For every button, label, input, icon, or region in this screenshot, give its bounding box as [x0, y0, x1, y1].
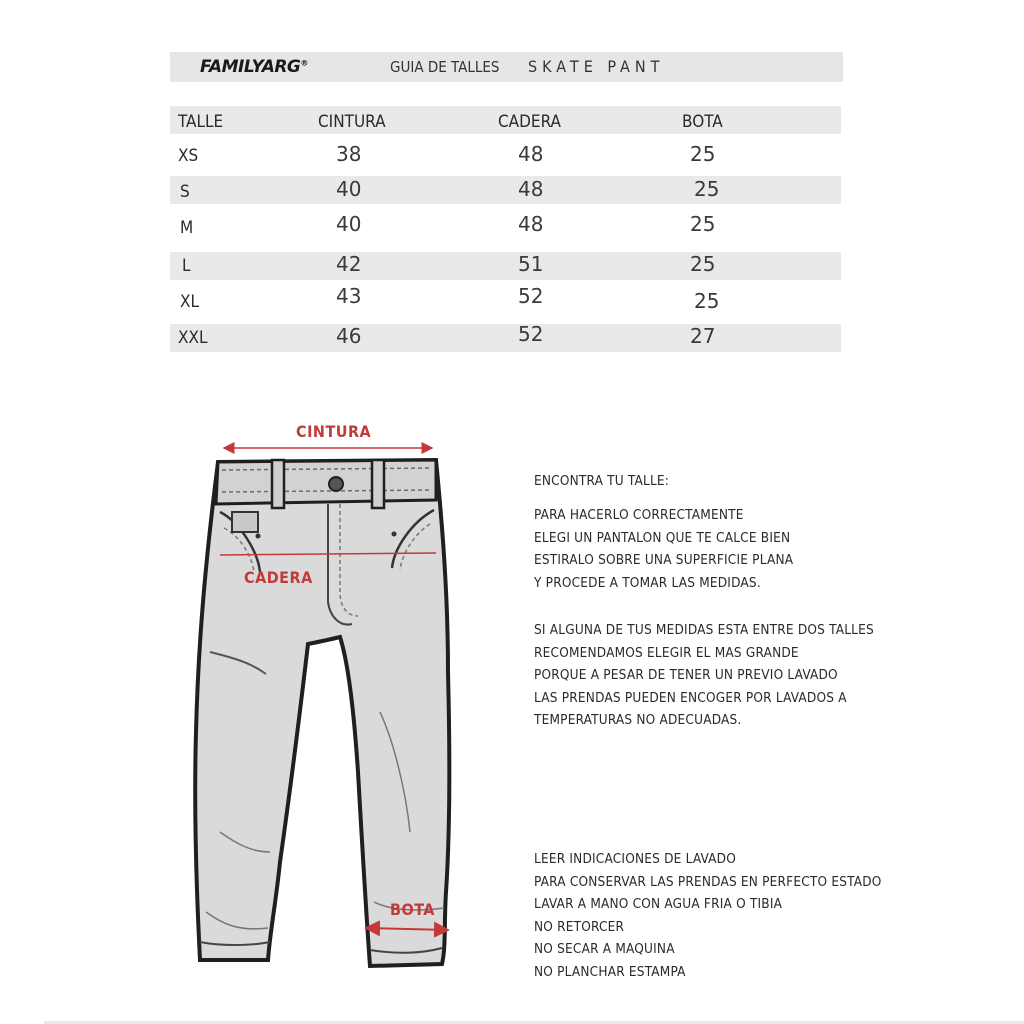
cell-cadera: 51 [518, 252, 544, 276]
pants-diagram [180, 412, 480, 1016]
cell-talle: L [182, 256, 191, 276]
cell-cintura: 38 [336, 142, 362, 166]
cell-bota: 25 [694, 177, 720, 201]
text-line: NO PLANCHAR ESTAMPA [534, 963, 686, 980]
brand-logo: FAMILYARG® [200, 57, 308, 77]
cell-cintura: 43 [336, 284, 362, 308]
pants-illustration [180, 412, 480, 1012]
cell-cadera: 52 [518, 322, 544, 346]
text-line: SI ALGUNA DE TUS MEDIDAS ESTA ENTRE DOS TALLES [534, 622, 874, 638]
col-header-bota: BOTA [682, 112, 723, 132]
col-header-talle: TALLE [178, 112, 224, 132]
text-line: NO SECAR A MAQUINA [534, 941, 675, 957]
cell-talle: XL [180, 292, 199, 312]
col-header-cadera: CADERA [498, 112, 561, 132]
text-line: PARA CONSERVAR LAS PRENDAS EN PERFECTO ESTADO [534, 873, 882, 890]
cell-bota: 25 [694, 289, 720, 313]
text-line: PORQUE A PESAR DE TENER UN PREVIO LAVADO [534, 667, 838, 683]
cell-cintura: 40 [336, 177, 362, 201]
row-band [170, 324, 841, 352]
washing-instructions [534, 848, 882, 983]
label-cintura: CINTURA [296, 422, 372, 441]
cell-cadera: 48 [518, 142, 544, 166]
text-line: ESTIRALO SOBRE UNA SUPERFICIE PLANA [534, 552, 794, 568]
instructions-heading [534, 470, 669, 493]
cell-bota: 25 [690, 252, 716, 276]
label-bota: BOTA [390, 900, 435, 919]
text-line: ELEGI UN PANTALON QUE TE CALCE BIEN [534, 529, 791, 546]
text-line: RECOMENDAMOS ELEGIR EL MAS GRANDE [534, 644, 799, 661]
cell-cintura: 46 [336, 324, 362, 348]
pants-outline [195, 460, 449, 966]
cell-talle: M [180, 218, 194, 238]
text-line: PARA HACERLO CORRECTAMENTE [534, 507, 744, 523]
cell-bota: 27 [690, 324, 716, 348]
product-name: SKATE PANT [528, 57, 665, 76]
cell-talle: S [180, 182, 190, 202]
cell-cintura: 40 [336, 212, 362, 236]
text-line: TEMPERATURAS NO ADECUADAS. [534, 712, 742, 728]
text-line: LEER INDICACIONES DE LAVADO [534, 851, 736, 867]
cell-cintura: 42 [336, 252, 362, 276]
text-line: NO RETORCER [534, 918, 625, 935]
cell-cadera: 48 [518, 177, 544, 201]
guide-title: GUIA DE TALLES [390, 58, 500, 76]
text-line: Y PROCEDE A TOMAR LAS MEDIDAS. [534, 574, 761, 591]
text-line: LAVAR A MANO CON AGUA FRIA O TIBIA [534, 896, 783, 912]
instructions-block-2 [534, 619, 874, 732]
label-cadera: CADERA [244, 568, 313, 587]
row-band [170, 176, 841, 204]
cell-cadera: 52 [518, 284, 544, 308]
heading-text: ENCONTRA TU TALLE: [534, 473, 670, 489]
col-header-cintura: CINTURA [318, 112, 386, 132]
row-band [170, 252, 841, 280]
text-line: LAS PRENDAS PUEDEN ENCOGER POR LAVADOS A [534, 689, 847, 706]
instructions-block-1 [534, 504, 793, 594]
cell-cadera: 48 [518, 212, 544, 236]
cell-bota: 25 [690, 212, 716, 236]
cell-bota: 25 [690, 142, 716, 166]
cell-talle: XXL [178, 328, 208, 348]
cell-talle: XS [178, 146, 199, 166]
